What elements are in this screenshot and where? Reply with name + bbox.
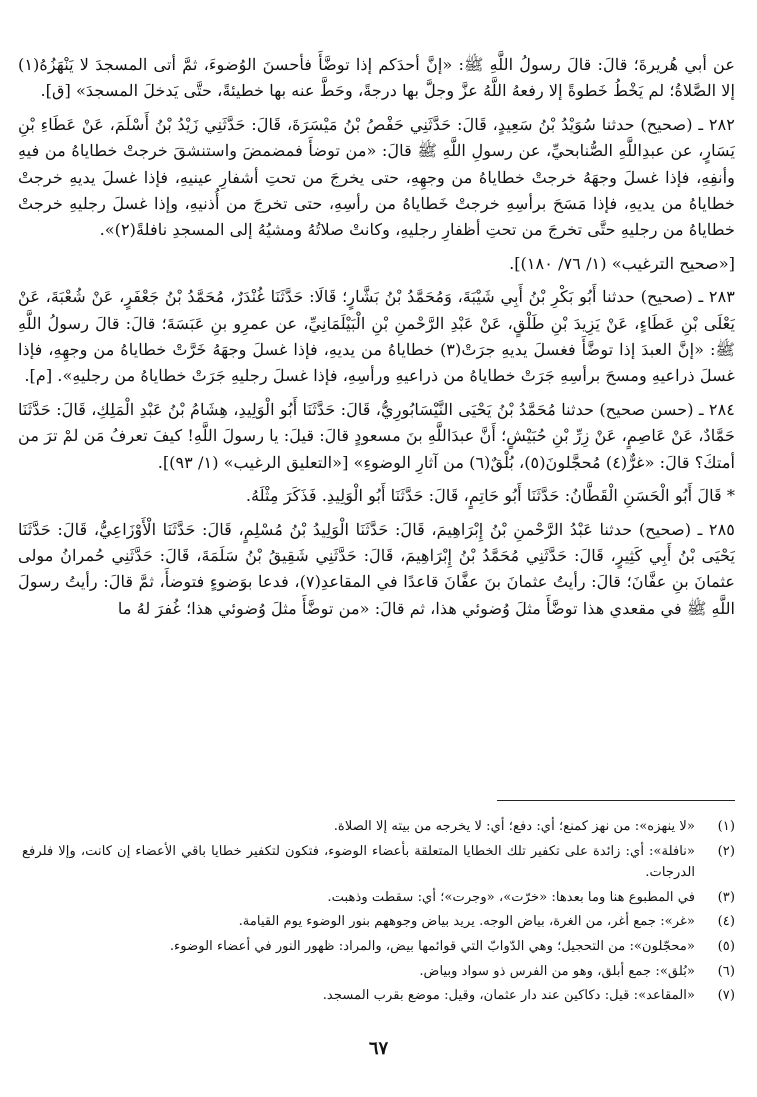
- footnote-text: «بُلق»: جمع أبلق، وهو من الفرس ذو سواد وبياض.: [419, 963, 695, 979]
- hadith-282-reference: [«صحيح الترغيب» (١/ ٧٦/ ١٨٠)].: [509, 253, 735, 273]
- footnote-item: [22, 887, 735, 909]
- footnote-text: «نافلة»: أي: زائدة على تكفير تلك الخطايا المتعلقة بأعضاء الوضوء، فتكون لتكفير خطايا باقي الأعضاء إن كانت، وإلا فلرفع الدرجات.: [22, 843, 695, 881]
- footnote-item: [22, 911, 735, 933]
- footnote-text: «محجّلون»: من التحجيل؛ وهي الدّوابّ التي قوائمها بيض، والمراد: ظهور النور في أعضاء الوضوء.: [169, 938, 695, 954]
- hadith-283: ٢٨٣ ـ (صحيح) حدثنا أَبُو بَكْرِ بْنُ أَبِي شَيْبَةَ، وَمُحَمَّدُ بْنُ بَشَّارٍ؛ قَالَا: حَدَّثَنَا غُنْدَرٌ، مُحَمَّدُ بْنُ جَعْفَرٍ، عَنْ شُعْبَةَ، عَنْ يَعْلَى بْنِ عَطَاءٍ، عَنْ يَزِيدَ بْنِ طَلْقٍ، عَنْ عَبْدِ الرَّحْمنِ بْنِ الْبَيْلَمَانِيِّ، عن عمرِو بنِ عَبَسَةَ؛ قالَ: قالَ رسولُ اللَّهِ ﷺ: «إنَّ العبدَ إذا توضَّأَ فغسلَ يديهِ جرَتْ(٣) خطاياهُ من يديهِ، فإذا غسلَ وجهَهُ خَرَّتْ خطاياهُ من وجهِهِ، فإذا غسلَ ذراعيهِ ومسحَ برأسِهِ جَرَتْ خطاياهُ من ذراعيهِ ورأسِهِ، فإذا غسلَ رجليهِ جَرَتْ خطاياهُ من رجليهِ». [م].: [18, 287, 735, 386]
- page-number: ٦٧: [368, 1038, 389, 1059]
- footnote-item: [22, 985, 735, 1007]
- footnote-text: «المقاعد»: قيل: دكاكين عند دار عثمان، وقيل: موضع بقرب المسجد.: [322, 988, 695, 1004]
- footnote-separator: [497, 800, 735, 801]
- hadith-284-chain-note: * قَالَ أَبُو الْحَسَنِ الْقَطَّانُ: حَدَّثَنَا أَبُو حَاتِمٍ، قَالَ: حَدَّثَنَا أَبُو الْوَلِيدِ. فَذَكَرَ مِثْلَهُ.: [245, 486, 735, 506]
- footnote-item: [22, 816, 735, 838]
- footnote-text: «لا ينهزه»: من نهز كمنع؛ أي: دفع؛ أي: لا يخرجه من بيته إلا الصلاة.: [333, 819, 695, 834]
- footnote-number: (٦): [717, 963, 735, 979]
- footnote-number: (١): [717, 819, 735, 834]
- footnote-number: (٧): [717, 988, 735, 1004]
- hadith-284: ٢٨٤ ـ (حسن صحيح) حدثنا مُحَمَّدُ بْنُ يَحْيَى النَّيْسَابُورِيُّ، قَالَ: حَدَّثَنَا أَبُو الْوَلِيدِ، هِشَامُ بْنُ عَبْدِ الْمَلِكِ، قَالَ: حَدَّثَنَا حَمَّادٌ، عَنْ عَاصِمٍ، عَنْ زِرِّ بْنِ حُبَيْشٍ؛ أَنَّ عبدَاللَّهِ بنَ مسعودٍ قالَ: قيلَ: يا رسولَ اللَّهِ! كيفَ تعرفُ مَن لمْ ترَ من أمتكَ؟ قالَ: «غرٌّ(٤) مُحجَّلونَ(٥)، بُلْقٌ(٦) من آثارِ الوضوءِ» [«التعليق الرغيب» (١/ ٩٣)].: [18, 399, 735, 472]
- footnote-item: [22, 841, 735, 884]
- footnotes: [22, 816, 735, 1010]
- footnote-number: (٢): [717, 843, 735, 859]
- footnote-number: (٥): [717, 938, 735, 954]
- footnote-item: [22, 961, 735, 983]
- footnote-number: (٣): [717, 889, 735, 905]
- footnote-number: (٤): [717, 914, 735, 930]
- footnote-text: «غر»: جمع أغر، من الغرة، بياض الوجه. يريد بياض وجوههم بنور الوضوء يوم القيامة.: [238, 914, 695, 930]
- hadith-285: ٢٨٥ ـ (صحيح) حدثنا عَبْدُ الرَّحْمنِ بْنُ إِبْرَاهِيمَ، قَالَ: حَدَّثَنَا الْوَلِيدُ بْنُ مُسْلِمٍ، قَالَ: حَدَّثَنَا الْأَوْزَاعِيُّ، قَالَ: حَدَّثَنَا يَحْيَى بْنُ أَبِي كَثِيرٍ، قَالَ: حَدَّثَنِي مُحَمَّدُ بْنُ إِبْرَاهِيمَ، قَالَ: حَدَّثَنِي شَقِيقُ بْنُ سَلَمَةَ، قَالَ: حَدَّثَنِي حُمرانُ مولى عثمانَ بنِ عفَّانَ؛ قالَ: رأيتُ عثمانَ بنَ عفَّانَ قاعدًا في المقاعدِ(٧)، فدعا بوَضوءٍ فتوضأَ، ثمَّ قالَ: رأيتُ رسولَ اللَّهِ ﷺ في مقعدي هذا توضَّأَ مثلَ وُضوئي هذا، ثم قالَ: «من توضَّأَ مثلَ وُضوئي هذا؛ غُفرَ لهُ ما: [18, 519, 735, 618]
- footnote-item: [22, 936, 735, 958]
- hadith-282: ٢٨٢ ـ (صحيح) حدثنا سُوَيْدُ بْنُ سَعِيدٍ، قَالَ: حَدَّثَنِي حَفْصُ بْنُ مَيْسَرَةَ، قَالَ: حَدَّثَنِي زَيْدُ بْنُ أَسْلَمَ، عَنْ عَطَاءِ بْنِ يَسَارٍ، عن عبدِاللَّهِ الصُّنابحيِّ، عن رسولِ اللَّهِ ﷺ قالَ: «من توضأَ فمضمضَ واستنشقَ خرجتْ خطاياهُ من فيهِ وأنفِهِ، فإذا غسلَ وجهَهُ خرجتْ خطاياهُ من وجهِهِ، حتى يخرجَ من تحتِ أشفارِ عينيهِ، فإذا غسلَ يديهِ خرجتْ خطاياهُ من يديهِ، فإذا مَسَحَ برأسِهِ خرجتْ خَطاياهُ من رأسِهِ، حتى تخرجَ من أُذنيهِ، وإذا غسلَ رجليهِ خرجتْ خطاياهُ من رجليهِ حتَّى تخرجَ من تحتِ أظفارِ رجليهِ، وكانتْ صلاتُهُ ومشيُهُ إلى المسجدِ نافلةً(٢)».: [18, 114, 735, 240]
- footnote-text: في المطبوع هنا وما بعدها: «خرّت»، «وجرت»؛ أي: سقطت وذهبت.: [327, 889, 695, 905]
- hadith-281-continuation: عن أبي هُريرةَ؛ قالَ: قالَ رسولُ اللَّهِ ﷺ: «إنَّ أحدَكم إذا توضَّأَ فأحسنَ الوُضوءَ، ثمَّ أتى المسجدَ لا يَنْهَزُهُ(١) إلا الصَّلاةُ؛ لم يَخْطُ خَطوةً إلا رفعهُ اللَّهُ عزَّ وجلَّ بها درجةً، وحَطَّ عنه بها خطيئةً، حتَّى يَدخلَ المسجدَ» [ق].: [18, 55, 735, 101]
- main-text: [18, 52, 735, 629]
